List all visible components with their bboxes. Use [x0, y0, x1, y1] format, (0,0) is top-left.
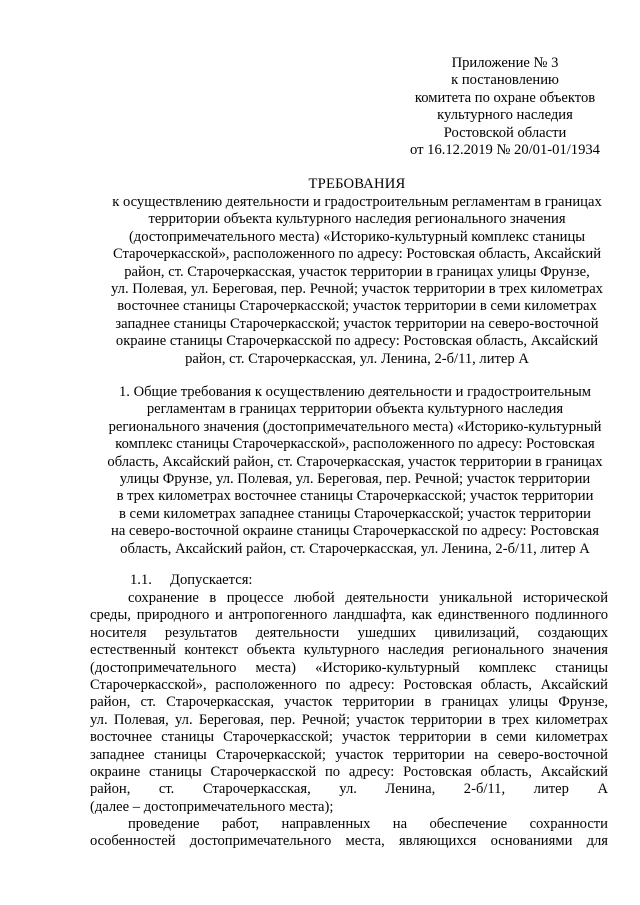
- paragraph-line: район, ст. Старочеркасская, участок территории в границах улицы Фрунзе,: [90, 694, 608, 711]
- paragraph-line: (далее – достопримечательного места);: [90, 798, 334, 815]
- appendix-line: к постановлению: [451, 72, 559, 89]
- paragraph-line: ул. Полевая, ул. Береговая, пер. Речной; участок территории в трех километрах: [90, 711, 608, 728]
- clause-1-1: [130, 572, 252, 589]
- appendix-line: от 16.12.2019 № 20/01-01/1934: [410, 142, 600, 159]
- section-line: комплекс станицы Старочеркасской», расположенного по адресу: Ростовская: [115, 436, 595, 453]
- section-1-heading: [88, 384, 622, 558]
- paragraph-line: район, ст. Старочеркасская, ул. Ленина, 2-б/11, литер А: [90, 781, 608, 798]
- paragraph-works: [90, 816, 608, 851]
- subtitle-line: территории объекта культурного наследия регионального значения: [148, 211, 566, 228]
- paragraph-line: особенностей достопримечательного места, являющихся основаниями для: [90, 833, 608, 850]
- subtitle-line: район, ст. Старочеркасская, ул. Ленина, 2-б/11, литер А: [185, 350, 529, 367]
- paragraph-line: носителя результатов деятельности ушедших цивилизаций, создающих: [90, 624, 608, 641]
- paragraph-line: среды, природного и антропогенного ландшафта, как единственного подлинного: [90, 607, 608, 624]
- appendix-line: комитета по охране объектов: [414, 89, 596, 106]
- section-line: 1. Общие требования к осуществлению деятельности и градостроительным: [118, 384, 592, 400]
- paragraph-line: проведение работ, направленных на обеспечение сохранности: [128, 816, 608, 832]
- paragraph-line: западнее станицы Старочеркасской; участок территории на северо-восточной: [90, 746, 608, 763]
- section-line: на северо-восточной окраине станицы Старочеркасской по адресу: Ростовская: [111, 523, 599, 540]
- appendix-header: [370, 55, 640, 159]
- section-line: улицы Фрунзе, ул. Полевая, ул. Береговая, пер. Речной; участок территории: [119, 471, 591, 488]
- subtitle-line: ул. Полевая, ул. Береговая, пер. Речной; участок территории в трех километрах: [111, 281, 603, 298]
- paragraph-line: восточнее станицы Старочеркасской; участок территории в семи километрах: [90, 729, 608, 746]
- section-line: область, Аксайский район, ст. Старочеркасская, ул. Ленина, 2-б/11, литер А: [120, 540, 590, 557]
- paragraph-line: Старочеркасской», расположенного по адресу: Ростовская область, Аксайский: [90, 677, 608, 694]
- document-subtitle: [90, 194, 624, 368]
- subtitle-line: к осуществлению деятельности и градостроительным регламентам в границах: [112, 194, 602, 210]
- subtitle-line: восточнее станицы Старочеркасской; участок территории в семи километрах: [117, 298, 597, 315]
- section-line: в семи километрах западнее станицы Старочеркасской; участок территории: [119, 505, 591, 522]
- appendix-line: Приложение № 3: [451, 55, 559, 71]
- subtitle-line: (достопримечательного места) «Историко-культурный комплекс станицы: [128, 228, 586, 245]
- subtitle-line: окраине станицы Старочеркасской по адресу: Ростовская область, Аксайский: [115, 333, 599, 350]
- appendix-line: культурного наследия: [437, 107, 573, 124]
- appendix-line: Ростовской области: [443, 124, 567, 141]
- paragraph-line: (достопримечательного места) «Историко-культурный комплекс станицы: [90, 659, 608, 676]
- section-line: в трех километрах восточнее станицы Старочеркасской; участок территории: [116, 488, 594, 505]
- subtitle-line: район, ст. Старочеркасская, участок территории в границах улицы Фрунзе,: [124, 263, 590, 280]
- section-line: область, Аксайский район, ст. Старочеркасская, участок территории в границах: [107, 453, 603, 470]
- section-line: регионального значения (достопримечательного места) «Историко-культурный: [108, 418, 602, 435]
- paragraph-preservation: [90, 590, 608, 816]
- clause-number: 1.1.: [130, 572, 152, 588]
- document-title: ТРЕБОВАНИЯ: [308, 176, 406, 192]
- subtitle-line: западнее станицы Старочеркасской; участок территории на северо-восточной: [115, 315, 599, 332]
- clause-label: Допускается:: [170, 572, 253, 588]
- paragraph-line: естественный контекст объекта культурного наследия регионального значения: [90, 642, 608, 659]
- paragraph-line: сохранение в процессе любой деятельности уникальной исторической: [128, 590, 608, 606]
- paragraph-line: окраине станицы Старочеркасской по адресу: Ростовская область, Аксайский: [90, 764, 608, 781]
- subtitle-line: Старочеркасской», расположенного по адресу: Ростовская область, Аксайский: [112, 246, 602, 263]
- section-line: регламентам в границах территории объекта культурного наследия: [146, 401, 564, 418]
